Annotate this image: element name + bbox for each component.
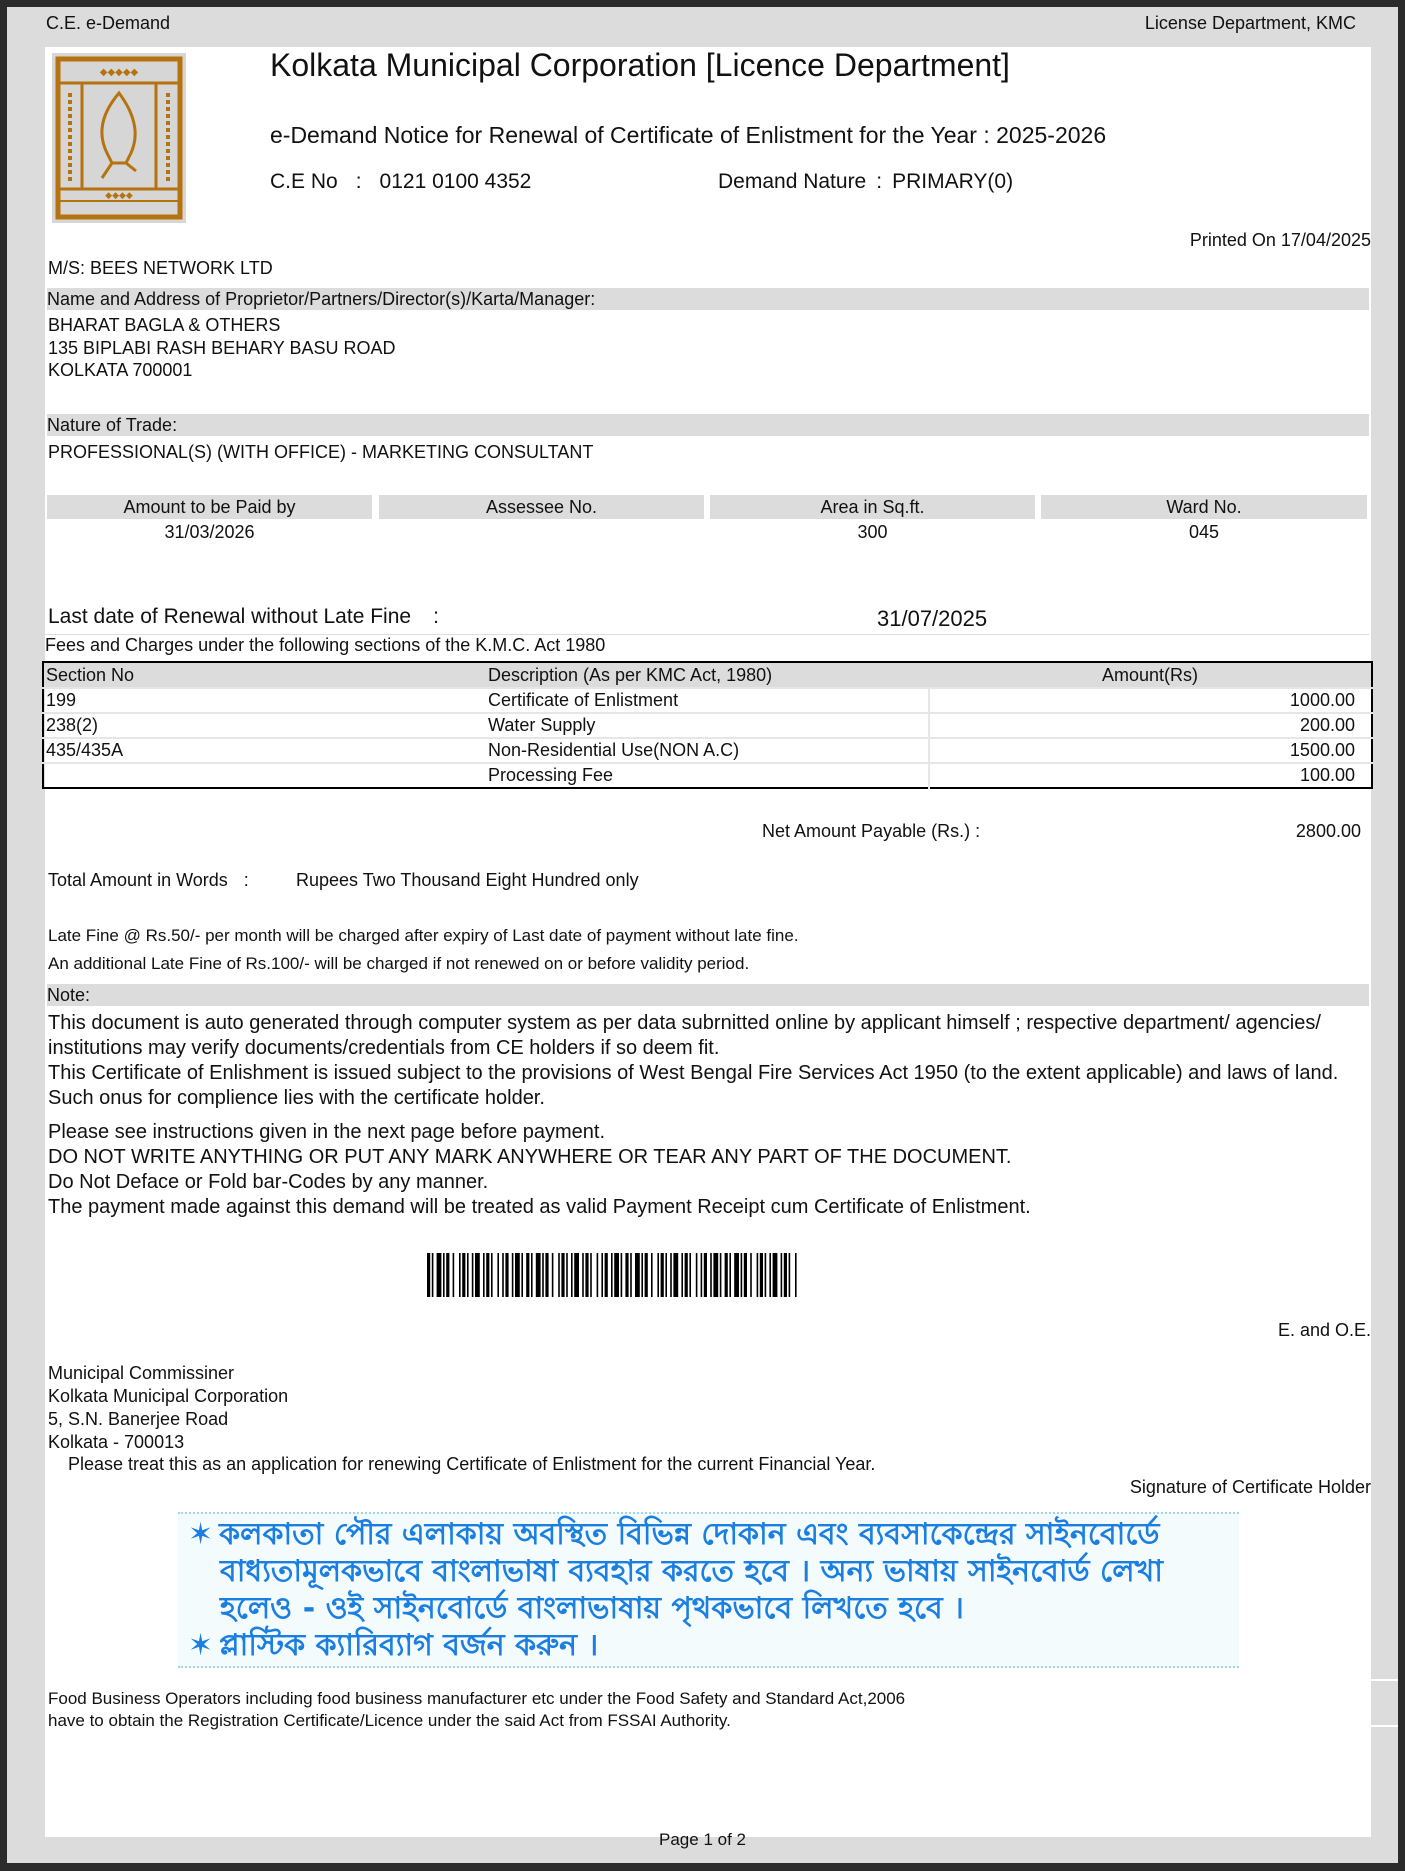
star-icon: ✶ xyxy=(188,1517,214,1552)
address-line: KOLKATA 700001 xyxy=(48,360,193,380)
barcode-bar xyxy=(625,1253,628,1297)
amount-cell: 1500.00 xyxy=(929,738,1372,763)
barcode-bar xyxy=(689,1253,691,1297)
note-band xyxy=(47,984,1369,1006)
barcode-bar xyxy=(542,1253,544,1297)
barcode-bar xyxy=(750,1253,752,1297)
demand-nature-value: PRIMARY(0) xyxy=(892,170,1014,193)
addressee-line: Kolkata - 700013 xyxy=(48,1432,185,1452)
addressee-line: Municipal Commissiner xyxy=(48,1363,235,1383)
barcode-bar xyxy=(502,1253,504,1297)
instruction-line: Please see instructions given in the next page before payment. xyxy=(48,1121,606,1143)
words-label-text: Total Amount in Words xyxy=(48,870,228,890)
table-row xyxy=(43,763,1372,788)
bengali-notice-banner xyxy=(178,1512,1239,1668)
barcode-bar xyxy=(760,1253,763,1297)
barcode-bar xyxy=(784,1253,787,1297)
note-body xyxy=(48,1011,1368,1111)
star-icon: ✶ xyxy=(188,1628,214,1663)
barcode-bar xyxy=(585,1253,588,1297)
errors-omissions-excepted: E. and O.E. xyxy=(1277,1320,1371,1340)
barcode-bar xyxy=(497,1253,499,1297)
addressee-line: 5, S.N. Banerjee Road xyxy=(48,1409,229,1429)
barcode-bar xyxy=(590,1253,592,1297)
barcode-bar xyxy=(526,1253,529,1297)
fssai-notice xyxy=(48,1688,905,1732)
barcode-bar xyxy=(729,1253,731,1297)
addressee-block xyxy=(48,1362,288,1454)
barcode-bar xyxy=(773,1253,778,1297)
info-value-amount-due: 31/03/2026 xyxy=(164,522,255,542)
barcode-bar xyxy=(486,1253,489,1297)
demand-notice-page xyxy=(45,47,1371,1837)
barcode-bar xyxy=(597,1253,599,1297)
barcode-bar xyxy=(443,1253,445,1297)
barcode-bar xyxy=(491,1253,493,1297)
fssai-line: Food Business Operators including food business manufacturer etc under the Food Safety and Standard Act,2006 xyxy=(48,1689,906,1708)
barcode-bar xyxy=(483,1253,485,1297)
trade-label: Nature of Trade: xyxy=(47,415,178,435)
column-header: Amount(Rs) xyxy=(929,662,1372,688)
barcode-bar xyxy=(673,1253,678,1297)
barcode-bar xyxy=(574,1253,579,1297)
page-subtitle: e-Demand Notice for Renewal of Certificate of Enlistment for the Year : 2025-2026 xyxy=(270,122,1107,148)
document-viewer-frame xyxy=(7,7,1398,1863)
barcode-bar xyxy=(670,1253,672,1297)
info-header-amount-due: Amount to be Paid by xyxy=(47,495,372,519)
info-value-area: 300 xyxy=(857,522,888,542)
column-header: Description (As per KMC Act, 1980) xyxy=(486,662,929,688)
note-paragraph: This Certificate of Enlishment is issued subject to the provisions of West Bengal Fire Services Act 1950 (to the extent applicable) and laws of land. Such onus for complience lies with the certificate holder. xyxy=(48,1062,1339,1109)
barcode-bar xyxy=(757,1253,759,1297)
instructions xyxy=(48,1120,1031,1220)
barcode-bar xyxy=(545,1253,548,1297)
barcode-bar xyxy=(536,1253,541,1297)
barcode-bar xyxy=(566,1253,568,1297)
barcode-bar xyxy=(704,1253,707,1297)
amount-in-words-value: Rupees Two Thousand Eight Hundred only xyxy=(296,870,639,890)
instruction-line: Do Not Deface or Fold bar-Codes by any manner. xyxy=(48,1171,489,1193)
svg-text:◆◆◆◆◆: ◆◆◆◆◆ xyxy=(99,67,139,78)
barcode-bar xyxy=(571,1253,573,1297)
ce-number-value: 0121 0100 4352 xyxy=(379,170,532,193)
barcode-bar xyxy=(453,1253,455,1297)
net-amount-value: 2800.00 xyxy=(1295,821,1361,841)
kmc-emblem-logo xyxy=(52,53,186,223)
banner-line: হলেও - ওই সাইনবোর্ডে বাংলাভাষায় পৃথকভাবে লিখতে হবে । xyxy=(220,1591,964,1626)
barcode-bar xyxy=(681,1253,683,1297)
barcode-bar xyxy=(601,1253,603,1297)
barcode-bar xyxy=(744,1253,747,1297)
note-paragraph: This document is auto generated through computer system as per data subrnitted online by applicant himself ; respective department/ agencies/ institutions may verify documents/credentials from CE holders if so deem fit. xyxy=(48,1012,1321,1059)
barcode-bar xyxy=(781,1253,783,1297)
page-number: Page 1 of 2 xyxy=(659,1830,746,1849)
banner-line xyxy=(188,1516,1239,1553)
section-cell: 199 xyxy=(43,688,486,713)
barcode-bar xyxy=(769,1253,771,1297)
barcode-bar xyxy=(651,1253,653,1297)
section-cell: 435/435A xyxy=(43,738,486,763)
fees-table xyxy=(42,661,1373,789)
separator: : xyxy=(876,170,883,193)
barcode-bar xyxy=(475,1253,480,1297)
barcode-bar xyxy=(720,1253,722,1297)
info-header-ward: Ward No. xyxy=(1041,495,1367,519)
column-header: Section No xyxy=(43,662,486,688)
barcode-bar xyxy=(467,1253,469,1297)
barcode xyxy=(427,1253,799,1297)
barcode-bar xyxy=(630,1253,632,1297)
instruction-line: The payment made against this demand will be treated as valid Payment Receipt cum Certificate of Enlistment. xyxy=(48,1196,1031,1218)
section-cell: 238(2) xyxy=(43,713,486,738)
info-header-area: Area in Sq.ft. xyxy=(710,495,1035,519)
demand-nature xyxy=(718,170,1013,194)
barcode-bar xyxy=(427,1253,430,1297)
barcode-bar xyxy=(552,1253,554,1297)
barcode-bar xyxy=(710,1253,712,1297)
table-row xyxy=(43,713,1372,738)
info-header-assessee: Assessee No. xyxy=(379,495,704,519)
separator: : xyxy=(355,170,362,193)
barcode-bar xyxy=(505,1253,508,1297)
description-cell: Water Supply xyxy=(486,713,929,738)
barcode-bar xyxy=(531,1253,533,1297)
barcode-bar xyxy=(765,1253,767,1297)
separator: : xyxy=(433,605,439,628)
barcode-bar xyxy=(512,1253,514,1297)
barcode-bar xyxy=(605,1253,608,1297)
barcode-bar xyxy=(446,1253,449,1297)
barcode-bar xyxy=(561,1253,564,1297)
note-label: Note: xyxy=(47,985,91,1005)
barcode-bar xyxy=(614,1253,619,1297)
amount-cell: 1000.00 xyxy=(929,688,1372,713)
additional-fine-note: An additional Late Fine of Rs.100/- will be charged if not renewed on or before validity period. xyxy=(48,954,750,973)
table-row xyxy=(43,688,1372,713)
renewal-deadline-label xyxy=(48,605,439,629)
banner-line: বাধ্যতামূলকভাবে বাংলাভাষা ব্যবহার করতে হবে । অন্য ভাষায় সাইনবোর্ড লেখা xyxy=(220,1554,1163,1589)
demand-nature-label: Demand Nature xyxy=(718,170,867,193)
amount-cell: 100.00 xyxy=(929,763,1372,788)
page-title: Kolkata Municipal Corporation [Licence Department] xyxy=(270,47,1010,83)
late-fine-note: Late Fine @ Rs.50/- per month will be charged after expiry of Last date of payment without late fine. xyxy=(48,926,799,945)
trade-value: PROFESSIONAL(S) (WITH OFFICE) - MARKETING CONSULTANT xyxy=(48,442,594,462)
banner-text: প্লাস্টিক ক্যারিব্যাগ বর্জন করুন । xyxy=(219,1628,599,1663)
signature-label: Signature of Certificate Holder xyxy=(1129,1477,1371,1497)
barcode-bar xyxy=(611,1253,613,1297)
barcode-bar xyxy=(437,1253,442,1297)
barcode-bar xyxy=(713,1253,718,1297)
renewal-label-text: Last date of Renewal without Late Fine xyxy=(48,605,412,628)
document-header-left: C.E. e-Demand xyxy=(46,13,171,33)
ce-number-label: C.E No xyxy=(270,170,338,193)
net-amount-label: Net Amount Payable (Rs.) : xyxy=(762,821,981,841)
emblem-icon xyxy=(52,53,186,223)
barcode-bar xyxy=(521,1253,523,1297)
name-address-label: Name and Address of Proprietor/Partners/Director(s)/Karta/Manager: xyxy=(47,289,596,309)
barcode-bar xyxy=(661,1253,664,1297)
description-cell: Non-Residential Use(NON A.C) xyxy=(486,738,929,763)
barcode-bar xyxy=(741,1253,743,1297)
barcode-bar xyxy=(432,1253,434,1297)
barcode-bar xyxy=(558,1253,560,1297)
banner-line xyxy=(188,1627,1239,1664)
barcode-bar xyxy=(665,1253,667,1297)
barcode-bar xyxy=(725,1253,728,1297)
renewal-deadline-value: 31/07/2025 xyxy=(877,606,988,631)
fssai-line: have to obtain the Registration Certificate/Licence under the said Act from FSSAI Authority. xyxy=(48,1711,731,1730)
trade-band xyxy=(47,414,1369,436)
barcode-bar xyxy=(685,1253,688,1297)
barcode-bar xyxy=(657,1253,659,1297)
barcode-bar xyxy=(472,1253,474,1297)
addressee-line: Kolkata Municipal Corporation xyxy=(48,1386,289,1406)
description-cell: Processing Fee xyxy=(486,763,929,788)
barcode-bar xyxy=(635,1253,640,1297)
section-cell xyxy=(43,763,486,788)
fees-caption: Fees and Charges under the following sections of the K.M.C. Act 1980 xyxy=(45,634,1369,657)
amount-cell: 200.00 xyxy=(929,713,1372,738)
barcode-bar xyxy=(621,1253,623,1297)
barcode-bar xyxy=(515,1253,520,1297)
description-cell: Certificate of Enlistment xyxy=(486,688,929,713)
printed-on-date: Printed On 17/04/2025 xyxy=(1189,230,1371,250)
document-header-right: License Department, KMC xyxy=(1144,13,1356,33)
barcode-bar xyxy=(795,1253,797,1297)
barcode-bar xyxy=(789,1253,791,1297)
barcode-bar xyxy=(641,1253,643,1297)
firm-name: M/S: BEES NETWORK LTD xyxy=(48,258,273,278)
instruction-line: DO NOT WRITE ANYTHING OR PUT ANY MARK ANYWHERE OR TEAR ANY PART OF THE DOCUMENT. xyxy=(48,1146,1012,1168)
address-line: BHARAT BAGLA & OTHERS xyxy=(48,315,281,335)
svg-text:◆◆◆◆: ◆◆◆◆ xyxy=(105,190,133,200)
barcode-bar xyxy=(734,1253,739,1297)
name-address-band xyxy=(47,288,1369,310)
separator: : xyxy=(243,870,249,890)
fees-table-header xyxy=(43,662,1372,688)
info-value-ward: 045 xyxy=(1188,522,1220,542)
barcode-bar xyxy=(462,1253,465,1297)
barcode-bar xyxy=(582,1253,584,1297)
barcode-bar xyxy=(696,1253,698,1297)
banner-text: কলকাতা পৌর এলাকায় অবস্থিত বিভিন্ন দোকান এবং ব্যবসাকেন্দ্রের সাইনবোর্ডে xyxy=(219,1517,1160,1552)
barcode-bar xyxy=(701,1253,703,1297)
barcode-bar xyxy=(459,1253,461,1297)
application-text: Please treat this as an application for renewing Certificate of Enlistment for the current Financial Year. xyxy=(68,1454,876,1474)
table-row xyxy=(43,738,1372,763)
address-line: 135 BIPLABI RASH BEHARY BASU ROAD xyxy=(48,338,396,358)
ce-number xyxy=(270,170,531,194)
amount-in-words-label xyxy=(48,870,249,891)
barcode-bar xyxy=(645,1253,648,1297)
